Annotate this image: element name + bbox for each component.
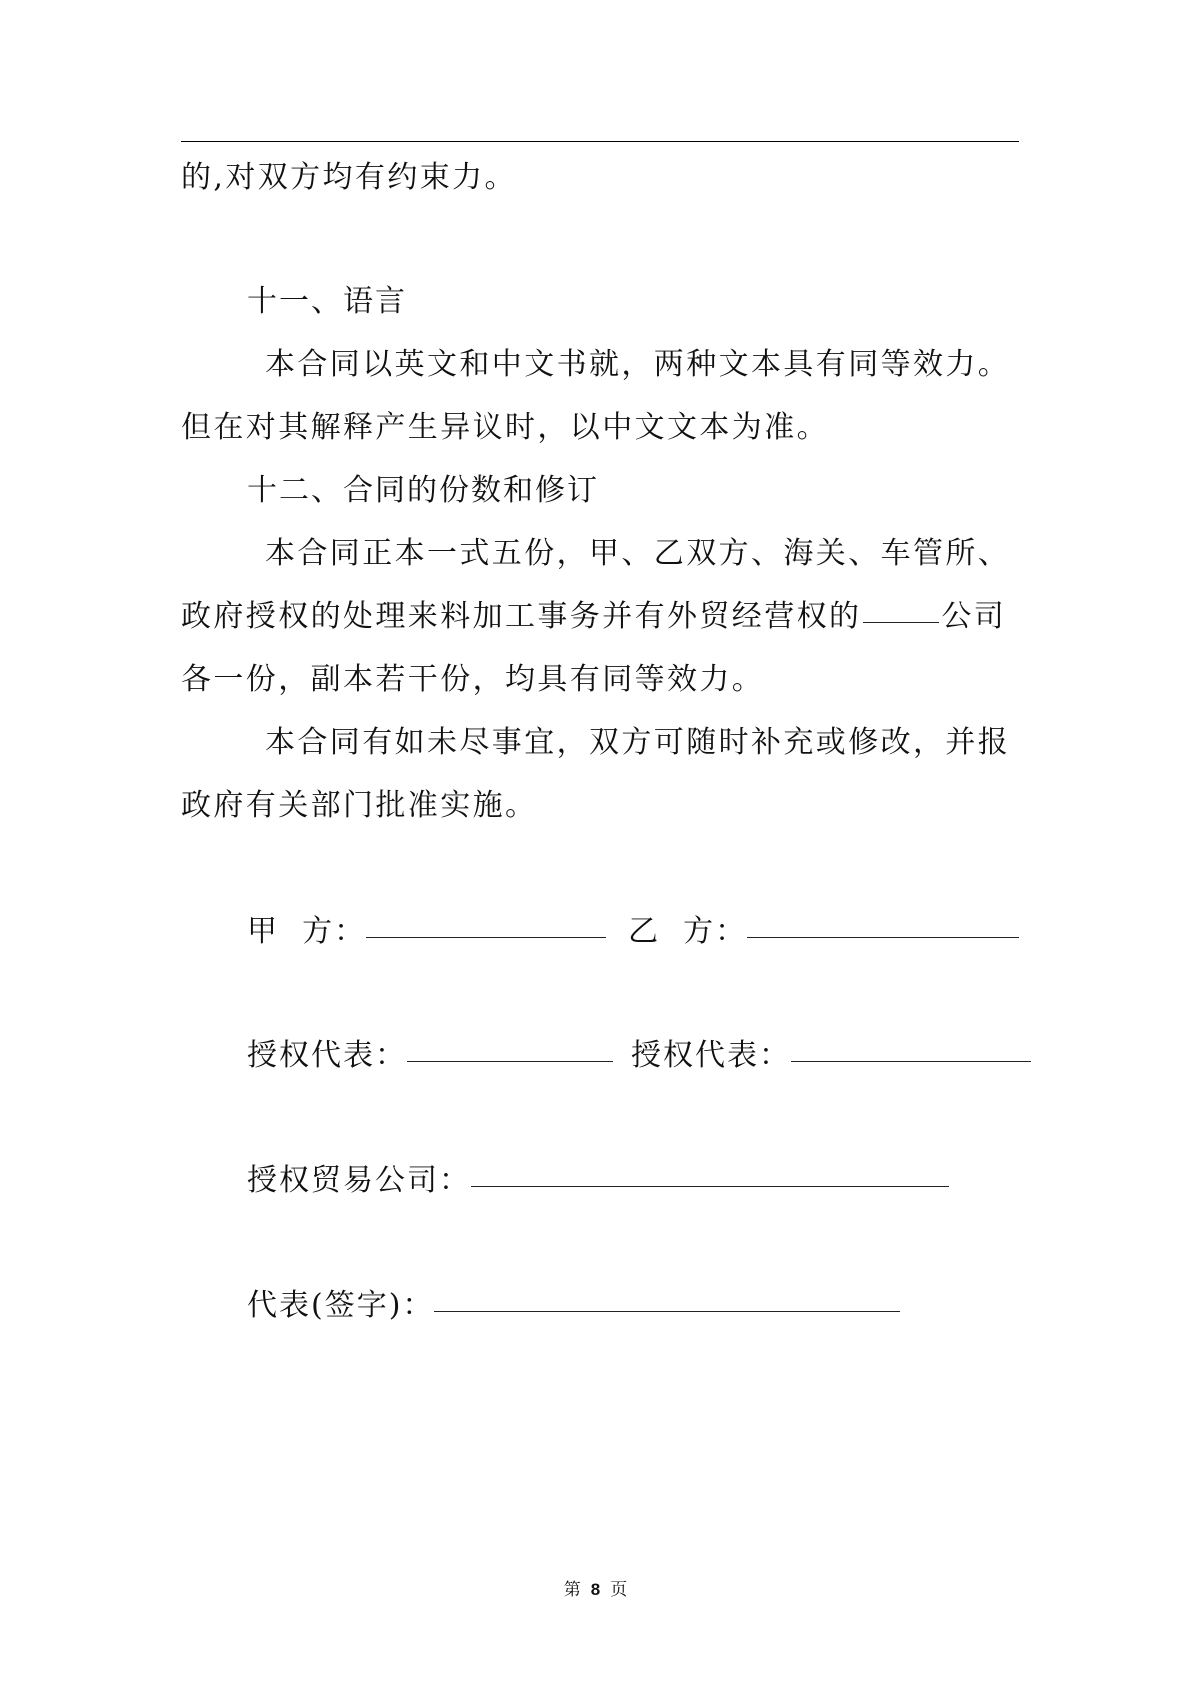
paragraph-copies-line-2-start: 政府授权的处理来料加工事务并有外贸经营权的 — [181, 599, 862, 634]
paragraph-amend-line-1: 本合同有如未尽事宜，双方可随时补充或修改，并报 — [265, 725, 1011, 760]
header-rule — [181, 141, 1019, 142]
party-b-blank — [747, 936, 1019, 938]
paragraph-amend-line-2: 政府有关部门批准实施。 — [181, 788, 538, 823]
trade-company-blank — [471, 1185, 949, 1187]
signature-label: 代表(签字)： — [247, 1288, 435, 1323]
paragraph-language-line-1: 本合同以英文和中文书就，两种文本具有同等效力。 — [265, 347, 1011, 382]
paragraph-language-line-2: 但在对其解释产生异议时，以中文文本为准。 — [181, 410, 829, 445]
paragraph-copies-line-3: 各一份，副本若干份，均具有同等效力。 — [181, 662, 765, 697]
section-title-copies: 十二、合同的份数和修订 — [247, 473, 599, 508]
party-a-label: 甲 方： — [247, 914, 367, 949]
rep-a-label: 授权代表： — [247, 1038, 407, 1073]
signature-row-parties — [247, 912, 1019, 952]
paragraph-copies-line-2 — [181, 597, 1006, 637]
company-name-blank — [863, 621, 939, 623]
paragraph-copies-line-2-end: 公司 — [941, 599, 1007, 634]
footer-prefix: 第 — [563, 1580, 581, 1600]
signature-blank — [434, 1310, 900, 1312]
signature-row-trade-company — [247, 1161, 949, 1201]
paragraph-copies-line-1: 本合同正本一式五份，甲、乙双方、海关、车管所、 — [265, 536, 1011, 571]
trade-company-label: 授权贸易公司： — [247, 1163, 471, 1198]
section-title-language: 十一、语言 — [247, 284, 407, 319]
rep-b-blank — [791, 1060, 1031, 1062]
footer-suffix: 页 — [610, 1580, 628, 1600]
page-number: 8 — [590, 1580, 601, 1599]
party-a-blank — [366, 936, 606, 938]
party-b-label: 乙 方： — [628, 914, 748, 949]
signature-row-representatives — [247, 1036, 1031, 1076]
page-footer — [0, 1578, 1191, 1602]
rep-a-blank — [407, 1060, 613, 1062]
signature-row-signature — [247, 1286, 900, 1326]
continuation-text: 的,对双方均有约束力。 — [181, 160, 517, 195]
rep-b-label: 授权代表： — [631, 1038, 791, 1073]
